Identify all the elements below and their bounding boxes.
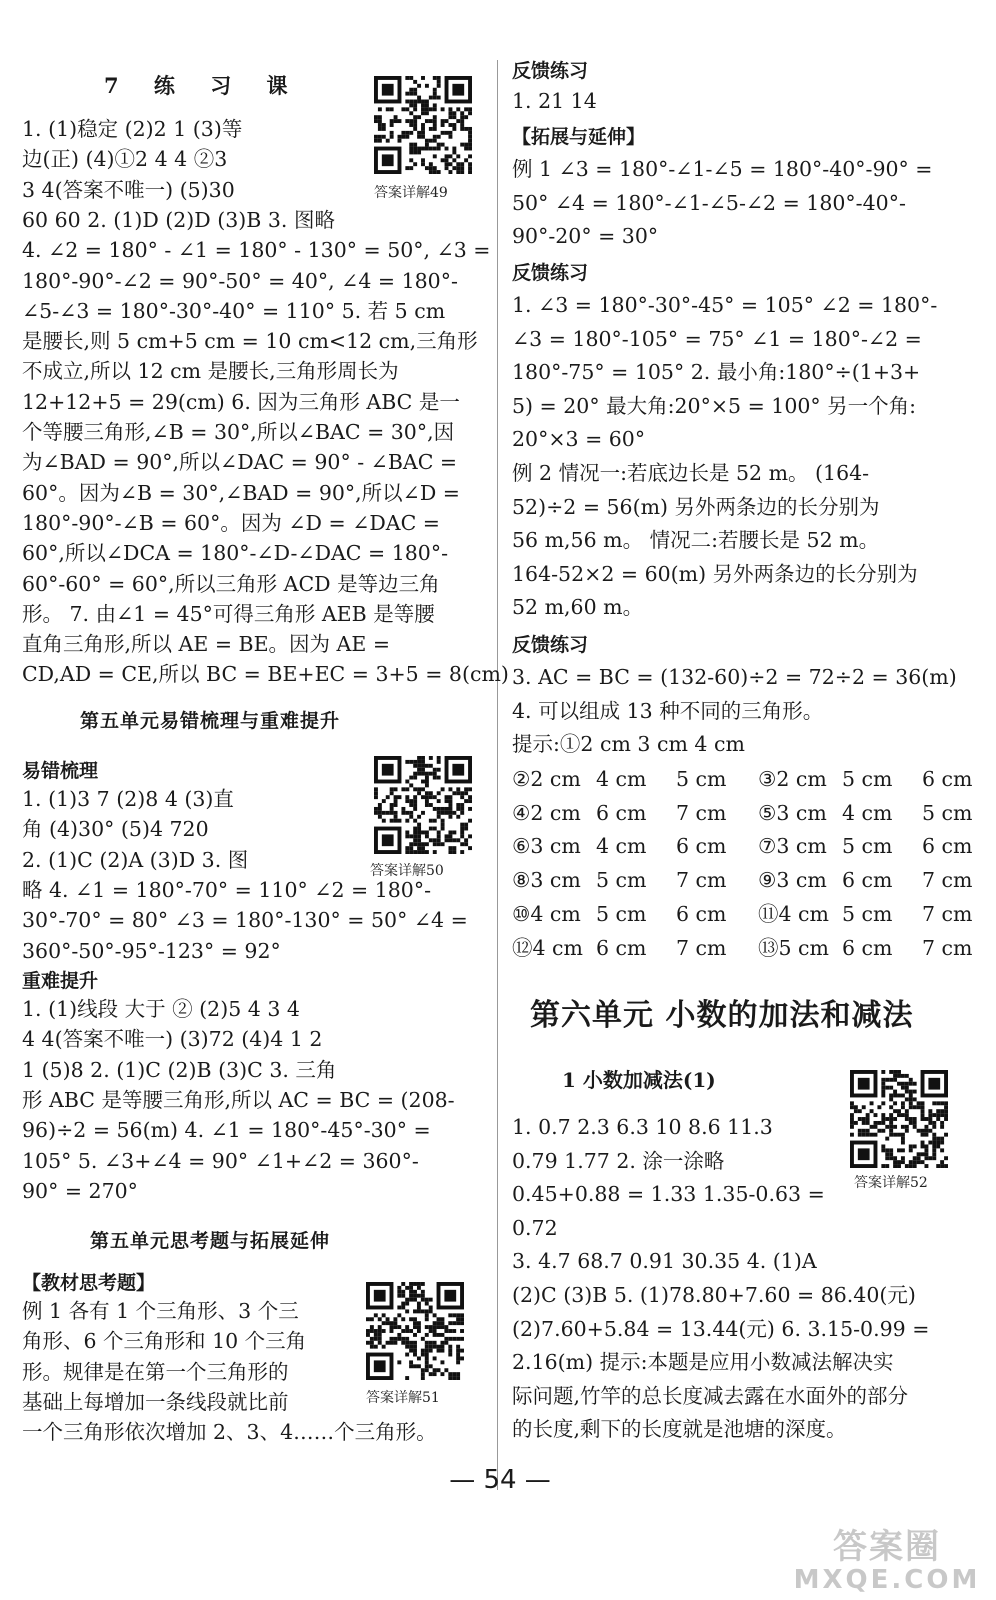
lesson7-answer-line: 180°-90°-∠B = 60°。因为 ∠D = ∠DAC = (22, 510, 440, 535)
triangle-cell: 6 cm (922, 834, 973, 859)
triangle-cell: ③2 cm (758, 767, 827, 791)
feedback2-line: 56 m,56 m。 情况二:若腰长是 52 m。 (512, 528, 880, 553)
yicuo-answer-line: 2. (1)C (2)A (3)D 3. 图 (22, 847, 249, 872)
lesson1-answer-line: (2)C (3)B 5. (1)78.80+7.60 = 86.40(元) (512, 1283, 916, 1307)
triangle-cell: ④2 cm (512, 800, 581, 825)
lesson7-answer-line: ∠5-∠3 = 180°-30°-40° = 110° 5. 若 5 cm (22, 298, 446, 323)
column-divider (497, 60, 498, 1490)
triangle-cell: 7 cm (922, 868, 973, 893)
lesson7-answer-line: 60 60 2. (1)D (2)D (3)B 3. 图略 (22, 207, 335, 232)
triangle-cell: 5 cm (842, 767, 893, 791)
watermark-url: MXQE.COM (793, 1565, 981, 1595)
feedback2-line: 52 m,60 m。 (512, 595, 644, 620)
feedback3-line: 提示:①2 cm 3 cm 4 cm (512, 732, 745, 756)
lesson7-answer-line: 为∠BAD = 90°,所以∠DAC = 90° - ∠BAC = (22, 450, 458, 475)
yicuo-answer-line: 30°-70° = 80° ∠3 = 180°-130° = 50° ∠4 = (22, 908, 468, 933)
lesson1-answer-line: 2.16(m) 提示:本题是应用小数减法解决实 (512, 1350, 894, 1375)
feedback3-line: 3. AC = BC = (132-60)÷2 = 72÷2 = 36(m) (512, 665, 957, 689)
qr-code-51[interactable] (366, 1282, 464, 1380)
lesson7-answer-line: 60°,所以∠DCA = 180°-∠D-∠DAC = 180°- (22, 541, 449, 566)
lesson1-answer-line: 1. 0.7 2.3 6.3 10 8.6 11.3 (512, 1115, 773, 1139)
textbook-think-line: 基础上每增加一条线段就比前 (22, 1389, 289, 1414)
qr-code-49[interactable] (374, 76, 472, 174)
triangle-cell: 7 cm (676, 868, 727, 893)
triangle-cell: 7 cm (922, 935, 973, 960)
triangle-cell: 7 cm (676, 800, 727, 825)
zhongnan-answer-line: 105° 5. ∠3+∠4 = 90° ∠1+∠2 = 360°- (22, 1148, 419, 1173)
triangle-cell: ⑪4 cm (758, 901, 829, 926)
triangle-cell: ⑦3 cm (758, 834, 827, 859)
feedback-heading-2: 反馈练习 (512, 262, 589, 284)
lesson7-answer-line: 是腰长,则 5 cm+5 cm = 10 cm<12 cm,三角形 (22, 329, 478, 354)
watermark-text: 答案圈 (833, 1527, 941, 1567)
zhongnan-answer-line: 1. (1)线段 大于 ② (2)5 4 3 4 (22, 997, 300, 1021)
triangle-cell: 5 cm (596, 901, 647, 926)
page-number: — 54 — (449, 1465, 551, 1495)
qr-caption-50: 答案详解50 (370, 863, 444, 879)
lesson1-answer-line: 0.45+0.88 = 1.33 1.35-0.63 = (512, 1182, 825, 1207)
lesson7-answer-line: 60°。因为∠B = 30°,∠BAD = 90°,所以∠D = (22, 480, 460, 505)
textbook-think-line: 一个三角形依次增加 2、3、4……个三角形。 (22, 1420, 437, 1445)
triangle-cell: ⑧3 cm (512, 868, 581, 893)
lesson-1-title: 1 小数加减法(1) (562, 1068, 716, 1092)
triangle-cell: 6 cm (676, 834, 727, 859)
feedback2-line: 1. ∠3 = 180°-30°-45° = 105° ∠2 = 180°- (512, 293, 938, 317)
triangle-cell: 7 cm (922, 901, 973, 926)
lesson7-answer-line: 3 4(答案不唯一) (5)30 (22, 177, 235, 202)
triangle-cell: ⑫4 cm (512, 935, 583, 960)
qr-code-50[interactable] (374, 756, 472, 854)
unit5-review-title: 第五单元易错梳理与重难提升 (80, 710, 341, 732)
triangle-cell: ②2 cm (512, 767, 581, 791)
zhongnan-heading: 重难提升 (22, 970, 99, 992)
triangle-cell: 6 cm (842, 868, 893, 893)
lesson7-answer-line: 形。 7. 由∠1 = 45°可得三角形 AEB 是等腰 (22, 601, 435, 626)
triangle-cell: 5 cm (922, 800, 973, 825)
lesson7-answer-line: 个等腰三角形,∠B = 30°,所以∠BAC = 30°,因 (22, 420, 455, 444)
lesson7-answer-line: 直角三角形,所以 AE = BE。因为 AE = (22, 632, 391, 657)
lesson1-answer-line: 际问题,竹竿的总长度减去露在水面外的部分 (512, 1383, 909, 1408)
triangle-cell: ⑨3 cm (758, 868, 827, 893)
lesson1-answer-line: (2)7.60+5.84 = 13.44(元) 6. 3.15-0.99 = (512, 1316, 930, 1341)
feedback-answer-1: 1. 21 14 (512, 89, 597, 113)
extension-line: 50° ∠4 = 180°-∠1-∠5-∠2 = 180°-40°- (512, 190, 906, 215)
qr-caption-49: 答案详解49 (374, 185, 448, 201)
triangle-cell: ⑬5 cm (758, 935, 829, 960)
lesson-7-title: 7 练 习 课 (104, 73, 302, 98)
feedback2-line: ∠3 = 180°-105° = 75° ∠1 = 180°-∠2 = (512, 326, 922, 351)
triangle-cell: 4 cm (596, 767, 647, 791)
triangle-cell: 5 cm (596, 868, 647, 893)
lesson7-answer-line: 12+12+5 = 29(cm) 6. 因为三角形 ABC 是一 (22, 389, 460, 414)
qr-caption-51: 答案详解51 (366, 1390, 440, 1406)
triangle-cell: 5 cm (676, 767, 727, 791)
triangle-cell: 4 cm (596, 834, 647, 859)
extension-heading: 【拓展与延伸】 (512, 126, 646, 148)
yicuo-answer-line: 略 4. ∠1 = 180°-70° = 110° ∠2 = 180°- (22, 877, 431, 902)
lesson1-answer-line: 0.72 (512, 1215, 558, 1240)
textbook-think-heading: 【教材思考题】 (22, 1272, 156, 1294)
triangle-cell: 7 cm (676, 935, 727, 960)
feedback2-line: 52)÷2 = 56(m) 另外两条边的长分别为 (512, 494, 880, 519)
feedback2-line: 20°×3 = 60° (512, 427, 646, 452)
unit6-title: 第六单元 小数的加法和减法 (530, 998, 914, 1033)
yicuo-answer-line: 角 (4)30° (5)4 720 (22, 817, 209, 842)
lesson1-answer-line: 的长度,剩下的长度就是池塘的深度。 (512, 1417, 847, 1442)
lesson7-answer-line: 180°-90°-∠2 = 90°-50° = 40°, ∠4 = 180°- (22, 268, 458, 293)
textbook-think-line: 形。规律是在第一个三角形的 (22, 1359, 289, 1384)
zhongnan-answer-line: 96)÷2 = 56(m) 4. ∠1 = 180°-45°-30° = (22, 1118, 431, 1143)
zhongnan-answer-line: 90° = 270° (22, 1178, 138, 1203)
feedback2-line: 5) = 20° 最大角:20°×5 = 100° 另一个角: (512, 393, 917, 418)
lesson7-answer-line: CD,AD = CE,所以 BC = BE+EC = 3+5 = 8(cm) (22, 662, 509, 687)
unit5-think-title: 第五单元思考题与拓展延伸 (90, 1230, 331, 1252)
feedback2-line: 180°-75° = 105° 2. 最小角:180°÷(1+3+ (512, 360, 921, 385)
triangle-cell: 6 cm (842, 935, 893, 960)
yicuo-answer-line: 360°-50°-95°-123° = 92° (22, 938, 281, 963)
triangle-cell: ⑤3 cm (758, 800, 827, 825)
textbook-think-line: 角形、6 个三角形和 10 个三角 (22, 1329, 307, 1354)
watermark-logo (792, 1528, 982, 1594)
qr-caption-52: 答案详解52 (854, 1175, 928, 1191)
lesson1-answer-line: 3. 4.7 68.7 0.91 30.35 4. (1)A (512, 1249, 817, 1274)
feedback-heading-3: 反馈练习 (512, 634, 589, 656)
extension-line: 90°-20° = 30° (512, 224, 659, 248)
lesson7-answer-line: 不成立,所以 12 cm 是腰长,三角形周长为 (22, 359, 399, 384)
triangle-cell: 4 cm (842, 800, 893, 825)
zhongnan-answer-line: 4 4(答案不唯一) (3)72 (4)4 1 2 (22, 1027, 323, 1052)
triangle-cell: 6 cm (922, 767, 973, 791)
triangle-cell: 6 cm (596, 935, 647, 960)
feedback-heading-1: 反馈练习 (512, 60, 589, 82)
lesson7-answer-line: 1. (1)稳定 (2)2 1 (3)等 (22, 117, 243, 141)
triangle-cell: 5 cm (842, 834, 893, 859)
yicuo-answer-line: 1. (1)3 7 (2)8 4 (3)直 (22, 787, 234, 811)
zhongnan-answer-line: 1 (5)8 2. (1)C (2)B (3)C 3. 三角 (22, 1057, 337, 1082)
lesson7-answer-line: 4. ∠2 = 180° - ∠1 = 180° - 130° = 50°, ∠3 = (22, 238, 491, 263)
lesson7-answer-line: 边(正) (4)①2 4 4 ②3 (22, 147, 228, 172)
qr-code-52[interactable] (850, 1070, 948, 1168)
textbook-think-line: 例 1 各有 1 个三角形、3 个三 (22, 1299, 299, 1323)
triangle-cell: ⑩4 cm (512, 901, 581, 926)
triangle-cell: ⑥3 cm (512, 834, 581, 859)
feedback3-line: 4. 可以组成 13 种不同的三角形。 (512, 698, 824, 723)
triangle-cell: 5 cm (842, 901, 893, 926)
lesson7-answer-line: 60°-60° = 60°,所以三角形 ACD 是等边三角 (22, 571, 440, 596)
lesson1-answer-line: 0.79 1.77 2. 涂一涂略 (512, 1148, 725, 1173)
extension-line: 例 1 ∠3 = 180°-∠1-∠5 = 180°-40°-90° = (512, 157, 933, 181)
triangle-cell: 6 cm (596, 800, 647, 825)
feedback2-line: 例 2 情况一:若底边长是 52 m。 (164- (512, 461, 870, 485)
triangle-cell: 6 cm (676, 901, 727, 926)
zhongnan-answer-line: 形 ABC 是等腰三角形,所以 AC = BC = (208- (22, 1087, 455, 1112)
yicuo-heading: 易错梳理 (22, 760, 99, 782)
feedback2-line: 164-52×2 = 60(m) 另外两条边的长分别为 (512, 561, 918, 586)
